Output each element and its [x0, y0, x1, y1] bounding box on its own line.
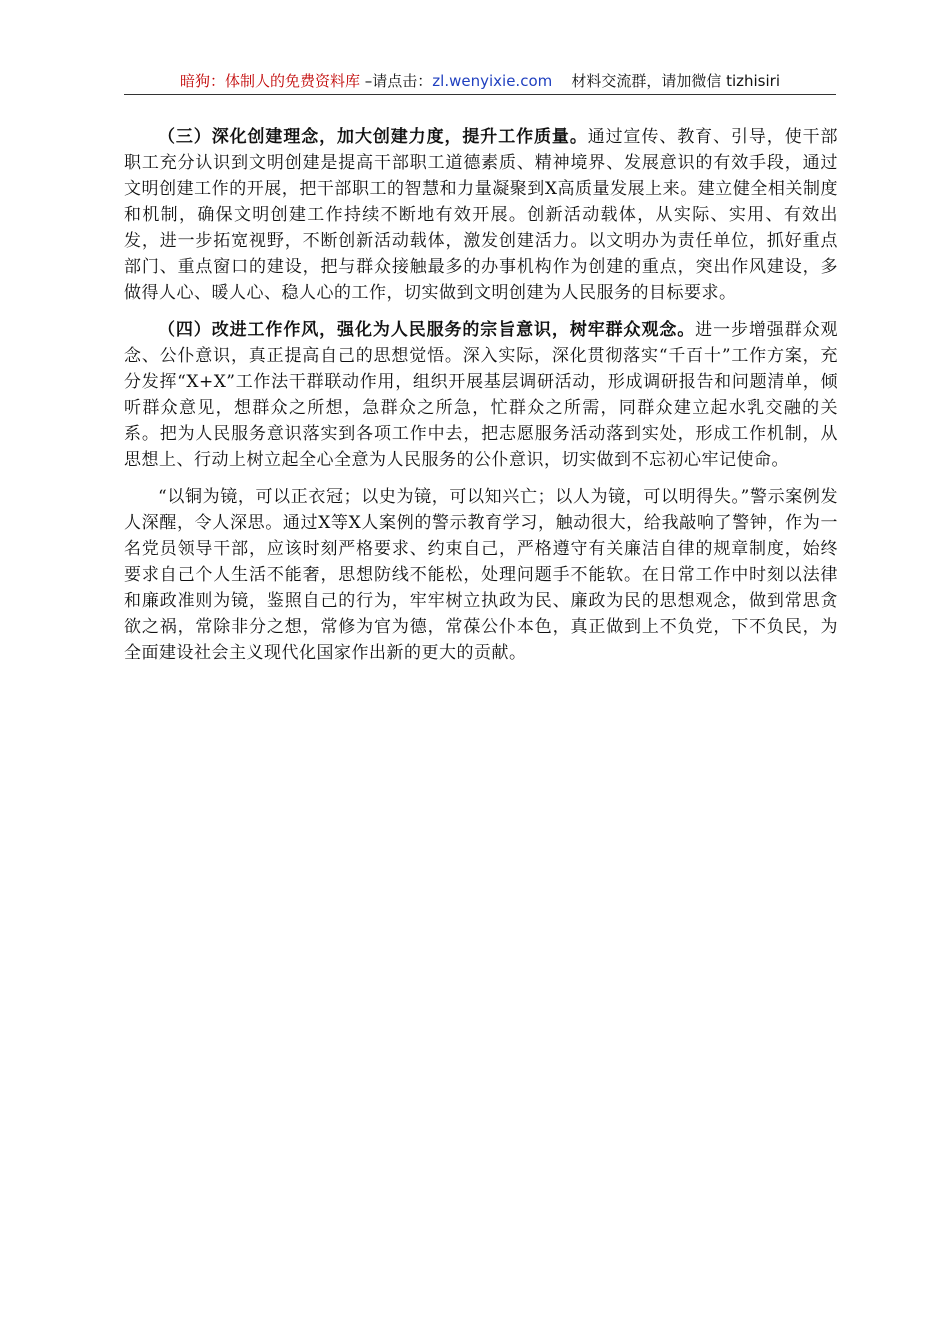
paragraph-section-3 [124, 124, 838, 306]
paragraph-text: 通过宣传、教育、引导，使干部职工充分认识到文明创建是提高干部职工道德素质、精神境界、发展意识的有效手段，通过文明创建工作的开展，把干部职工的智慧和力量凝聚到X高质量发展上来。建立健全相关制度和机制，确保文明创建工作持续不断地有效开展。创新活动载体，从实际、实用、有效出发，进一步拓宽视野，不断创新活动载体，激发创建活力。以文明办为责任单位，抓好重点部门、重点窗口的建设，把与群众接触最多的办事机构作为创建的重点，突出作风建设，多做得人心、暖人心、稳人心的工作，切实做到文明创建为人民服务的目标要求。 [124, 127, 839, 303]
header-click-prefix: –请点击： [360, 72, 433, 90]
document-body [124, 124, 838, 677]
paragraph-conclusion [124, 484, 838, 666]
page-header [124, 70, 836, 92]
paragraph-heading: （四）改进工作作风，强化为人民服务的宗旨意识，树牢群众观念。 [158, 320, 696, 340]
header-wechat-note: 材料交流群，请加微信 tizhisiri [571, 72, 780, 90]
header-url-link[interactable]: zl.wenyixie.com [432, 72, 553, 90]
header-divider [124, 94, 836, 95]
paragraph-section-4 [124, 317, 838, 473]
header-site-name: 暗狗：体制人的免费资料库 [180, 72, 361, 90]
paragraph-text: 进一步增强群众观念、公仆意识，真正提高自己的思想觉悟。深入实际，深化贯彻落实“千百十”工作方案，充分发挥“X+X”工作法干群联动作用，组织开展基层调研活动，形成调研报告和问题清单，倾听群众意见，想群众之所想，急群众之所急，忙群众之所需，同群众建立起水乳交融的关系。把为人民服务意识落实到各项工作中去，把志愿服务活动落到实处，形成工作机制，从思想上、行动上树立起全心全意为人民服务的公仆意识，切实做到不忘初心牢记使命。 [124, 320, 839, 470]
paragraph-text: “以铜为镜，可以正衣冠；以史为镜，可以知兴亡；以人为镜，可以明得失。”警示案例发人深醒，令人深思。通过X等X人案例的警示教育学习，触动很大，给我敲响了警钟，作为一名党员领导干部，应该时刻严格要求、约束自己，严格遵守有关廉洁自律的规章制度，始终要求自己个人生活不能奢，思想防线不能松，处理问题手不能软。在日常工作中时刻以法律和廉政准则为镜，鉴照自己的行为，牢牢树立执政为民、廉政为民的思想观念，做到常思贪欲之祸，常除非分之想，常修为官为德，常葆公仆本色，真正做到上不负党，下不负民，为全面建设社会主义现代化国家作出新的更大的贡献。 [124, 487, 838, 663]
paragraph-heading: （三）深化创建理念，加大创建力度，提升工作质量。 [158, 127, 588, 147]
